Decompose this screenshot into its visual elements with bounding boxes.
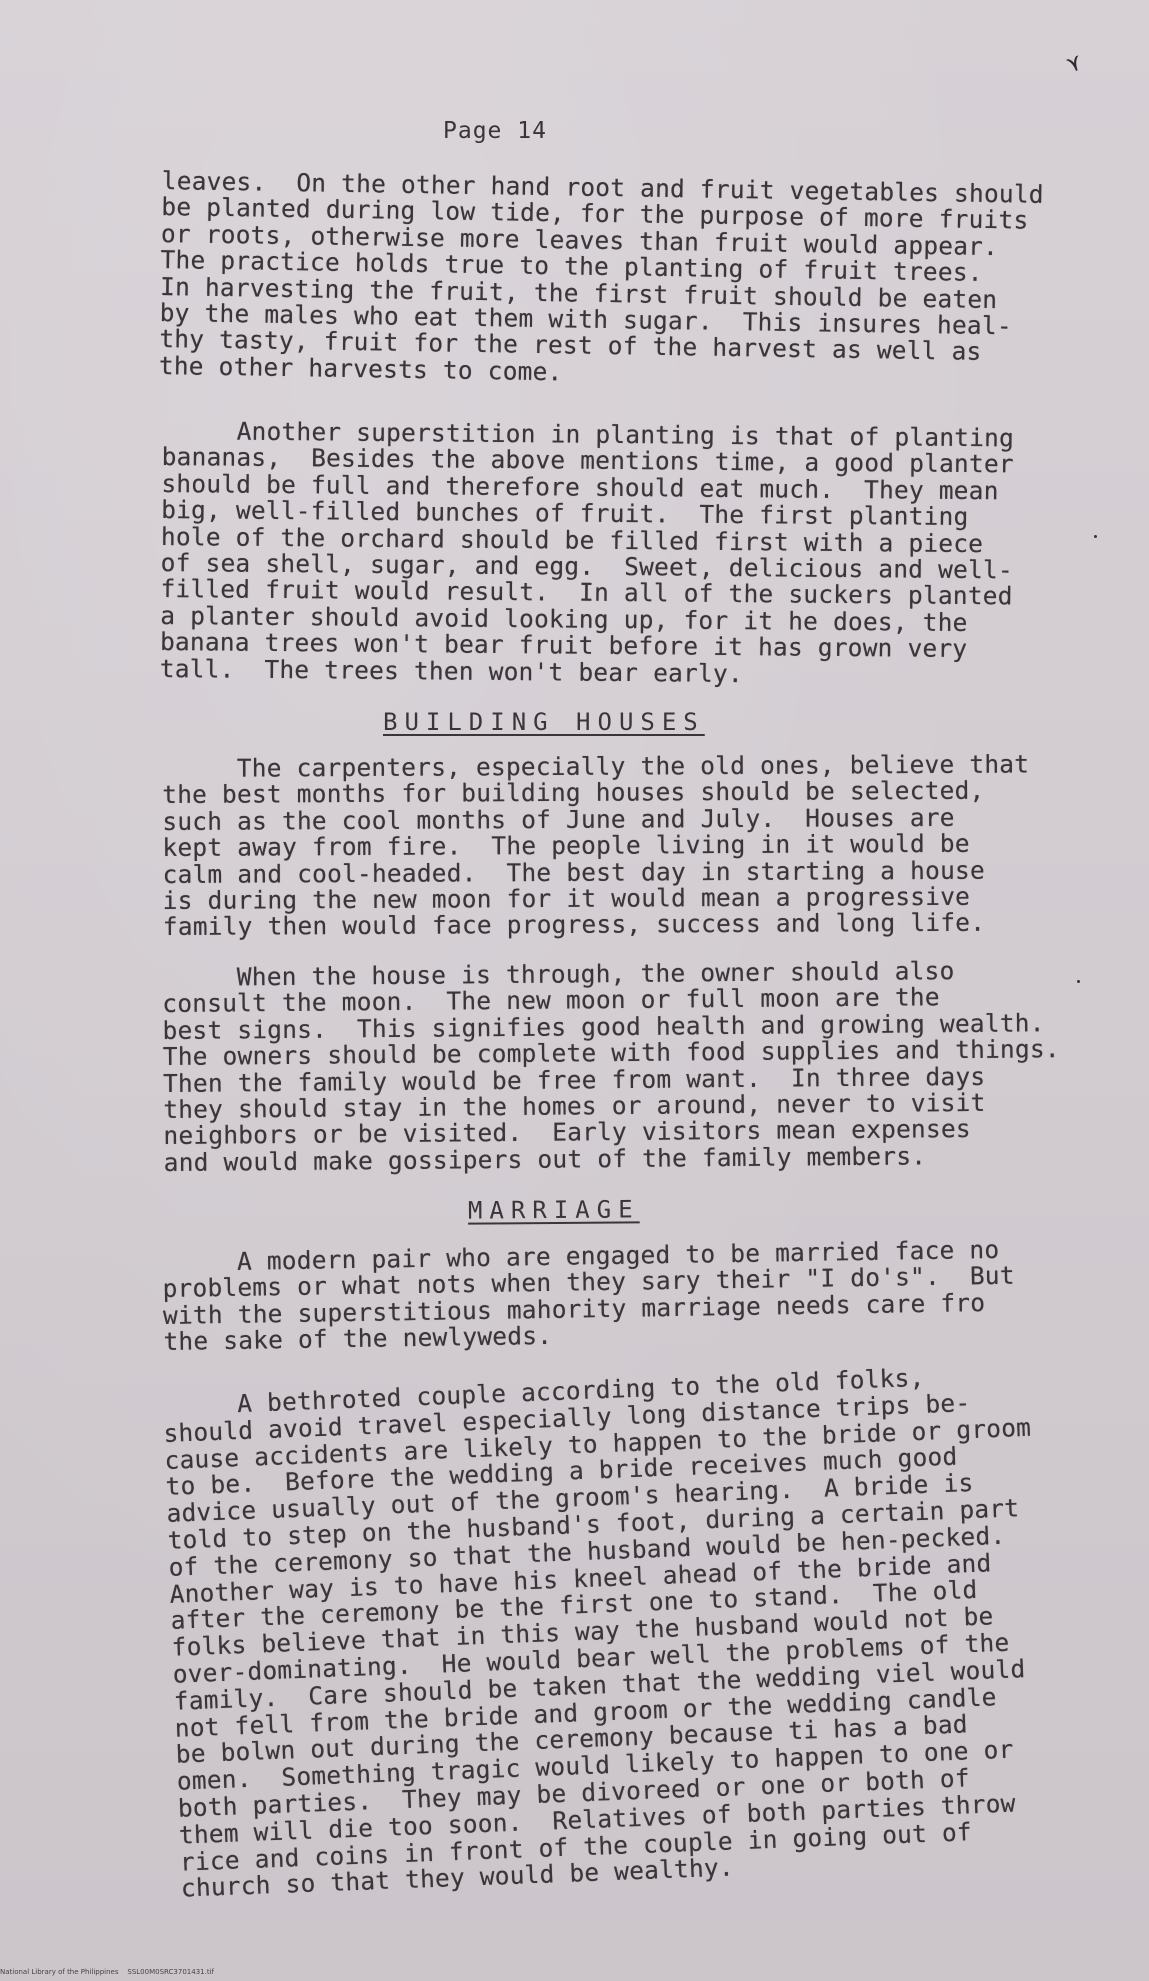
ink-speck <box>1077 980 1080 983</box>
paragraph-leaves: leaves. On the other hand root and fruit vegetables should be planted during low tide, for the purpose of more fruits or roots, otherwise more leaves than fruit would appear. The practice holds true to the planting of fruit trees. In harvesting the fruit, the first fruit should be eaten by the males who eat them with sugar. This insures heal- thy tasty, fruit for the rest of the harvest as well as the other harvests to come. <box>158 166 1045 387</box>
heading-building-houses: BUILDING HOUSES <box>383 708 705 736</box>
paragraph-carpenters: The carpenters, especially the old ones, believe that the best months for building houses should be selected, such as the cool months of June and July. Houses are kept away from fire. The people living in it would be calm and cool-headed. The best day in starting a house is during the new moon for it would mean a progressive family then would face progress, success and long life. <box>161 749 1030 942</box>
paragraph-bananas: Another superstition in planting is that of planting bananas, Besides the above mentions time, a good planter should be full and therefore should eat much. They mean big, well-filled bunches of fruit. The first planting hole of the orchard should be filled first with a piece of sea shell, sugar, and egg. Sweet, delicious and well- filled fruit would result. In all of the suckers planted a planter should avoid looking up, for it he does, the banana trees won't bear fruit before it has grown very tall. The trees then won't bear early. <box>159 416 1015 688</box>
paragraph-modern-pair: A modern pair who are engaged to be married face no problems or what nots when they sary their "I do's". But with the superstitious mahority marriage needs care fro the sake of the newlyweds. <box>161 1234 1015 1357</box>
paragraph-house-through: When the house is through, the owner should also consult the moon. The new moon or full moon are the best signs. This signifies good health and growing wealth. The owners should be complete with food supplies and things. Then the family would be free from want. In three days they should stay in the homes or around, never to visit neighbors or be visited. Early visitors mean expenses and would make gossipers out of the family members. <box>161 956 1060 1177</box>
ink-speck <box>1094 535 1097 538</box>
heading-marriage: MARRIAGE <box>467 1195 640 1225</box>
archive-footer: National Library of the Philippines SSL00M0SRC3701431.tif <box>0 1968 214 1976</box>
page-number: Page 14 <box>443 118 547 144</box>
paragraph-bethroted-couple: A bethroted couple according to the old folks, should avoid travel especially long distance trips be- cause accidents are likely to happen to the bride or groom to be. Before the wedding a bride receives much good advice usually out of the groom's hearing. A bride is told to step on the husband's foot, during a certain part of the ceremony so that the husband would be hen-pecked. Another way is to have his kneel ahead of the bride and after the ceremony be the first one to stand. The old folks believe that in this way the husband would not be over-dominating. He would bear well the problems of the family. Care should be taken that the wedding viel would not fell from the bride and groom or the wedding candle be bolwn out during the ceremony because ti has a bad omen. Something tragic would likely to happen to one or both parties. They may be divoreed or one or both of them will die too soon. Relatives of both parties throw rice and coins in front of the couple in going out of church so that they would be wealthy. <box>161 1362 1032 1903</box>
corner-check-mark: ⋎ <box>1064 50 1086 79</box>
